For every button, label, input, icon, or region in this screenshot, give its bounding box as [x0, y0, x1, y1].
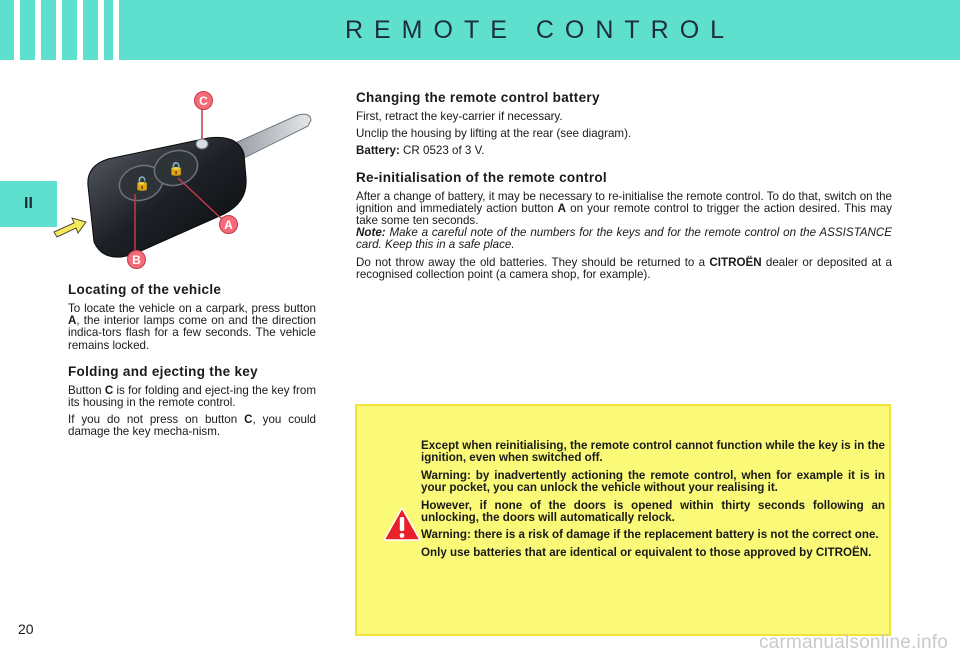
battery-text-1: First, retract the key-carrier if necessary. [356, 110, 563, 123]
warning-text [421, 440, 885, 564]
left-column [68, 282, 316, 444]
unlock-icon: 🔓 [134, 177, 151, 192]
page-title: REMOTE CONTROL [344, 16, 736, 44]
remote-control-illustration [48, 82, 328, 282]
locating-text: To locate the vehicle on a carpark, press button A, the interior lamps come on and the direction indica-tors flash for a few seconds. The vehicle remains locked. [68, 302, 316, 352]
callout-a: A [219, 215, 238, 234]
reinit-heading: Re-initialisation of the remote control [356, 169, 607, 185]
note-text: Make a careful note of the numbers for the keys and for the remote control on the ASSISTANCE card. Keep this in a safe place. [356, 226, 892, 252]
note-label: Note: [356, 226, 386, 240]
header-stripe [113, 0, 119, 60]
header-stripe [35, 0, 41, 60]
callout-b: B [127, 250, 146, 269]
battery-heading: Changing the remote control battery [356, 90, 600, 105]
locating-heading: Locating of the vehicle [68, 282, 222, 297]
lock-icon: 🔒 [168, 162, 185, 177]
right-column [356, 90, 892, 286]
header-stripe [14, 0, 20, 60]
watermark: carmanualsonline.info [758, 632, 948, 653]
page-number: 20 [18, 621, 34, 637]
warning-triangle-icon [383, 506, 421, 542]
chapter-tab: II [0, 181, 57, 227]
folding-text-2: If you do not press on button C, you could damage the key mecha-nism. [68, 413, 316, 439]
header-stripe [56, 0, 62, 60]
reinit-text-1: After a change of battery, it may be necessary to re-initialise the remote control. To do that, switch on the ignition and immediately action button A on your remote control to trigger the action desired. This may take some ten seconds. Note: Make a careful note of the numbers for the keys and for the remote control on the ASSISTANCE card. Keep this in a safe place. [356, 189, 892, 252]
key-fob-image [48, 82, 328, 282]
warning-box [355, 404, 891, 636]
reinit-text-2: Do not throw away the old batteries. They should be returned to a CITROËN dealer or deposited at a recognised collection point (a camera shop, for example). [356, 255, 892, 281]
warning-item: However, if none of the doors is opened within thirty seconds following an unlocking, the doors will automatically relock. [421, 498, 885, 525]
folding-heading: Folding and ejecting the key [68, 363, 258, 379]
battery-text-3: Battery: CR 0523 of 3 V. [356, 144, 485, 158]
callout-c: C [194, 91, 213, 110]
warning-item: Warning: there is a risk of damage if the replacement battery is not the correct one. [421, 528, 879, 542]
warning-item: Except when reinitialising, the remote control cannot function while the key is in the ignition, even when switched off. [421, 439, 885, 465]
header-band [0, 0, 960, 60]
warning-item: Warning: by inadvertently actioning the remote control, when for example it is in your pocket, you can unlock the vehicle without your realising it. [421, 468, 885, 495]
header-stripe [77, 0, 83, 60]
battery-text-2: Unclip the housing by lifting at the rear (see diagram). [356, 127, 632, 141]
header-stripe [98, 0, 104, 60]
folding-text-1: Button C is for folding and eject-ing the key from its housing in the remote control. [68, 383, 316, 410]
warning-item: Only use batteries that are identical or equivalent to those approved by CITROËN. [421, 545, 872, 559]
